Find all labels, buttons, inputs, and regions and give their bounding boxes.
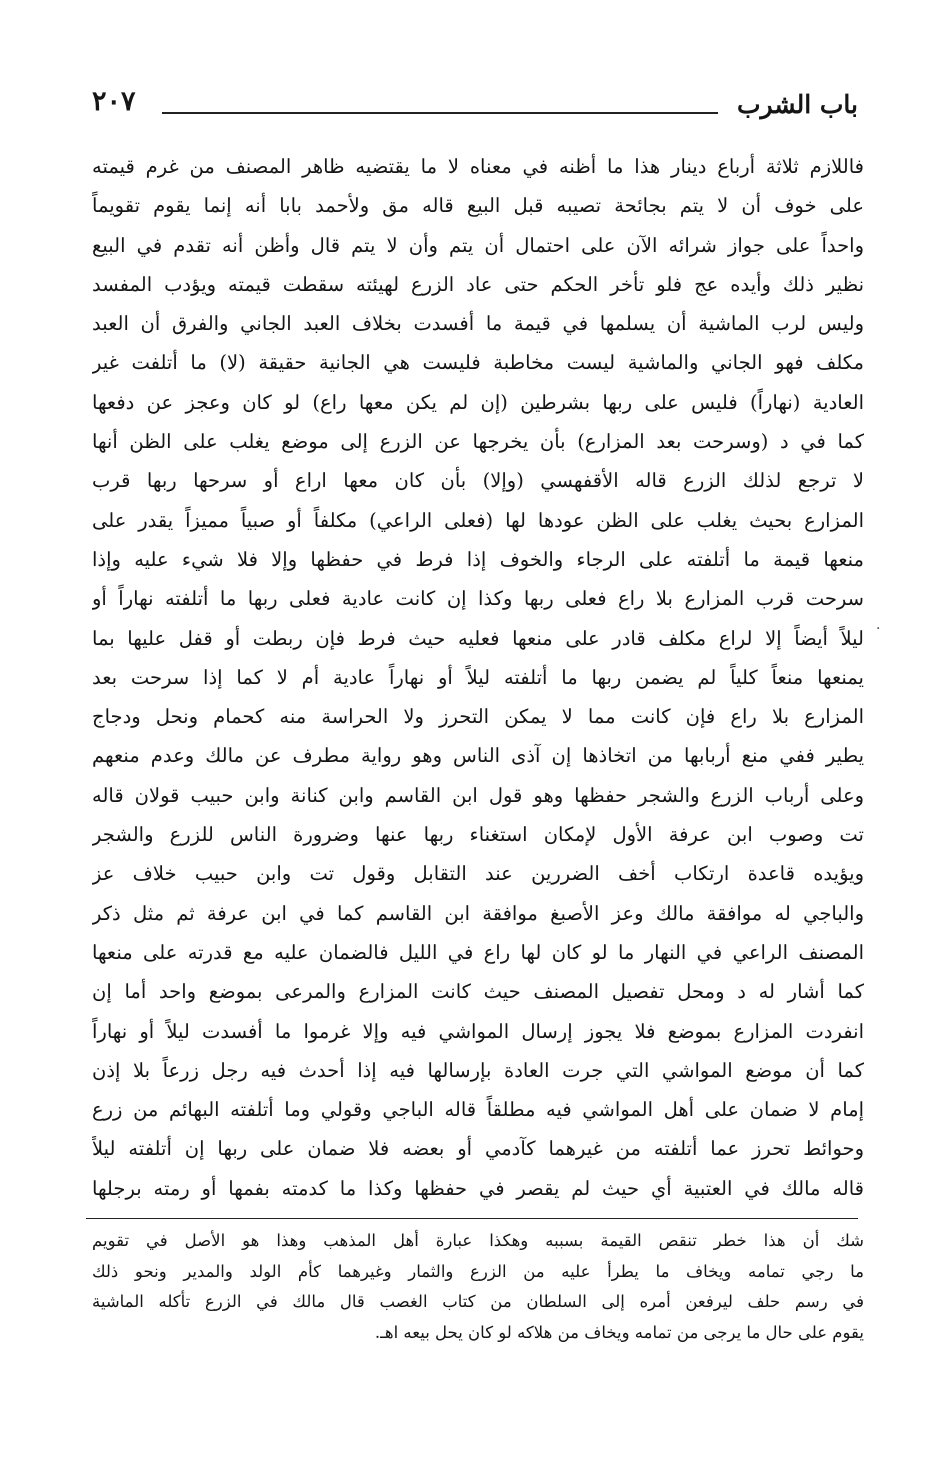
text-line: المزارع بلا راع فإن كانت مما لا يمكن التحرز ولا الحراسة منه كحمام ونحل ودجاج bbox=[92, 705, 864, 729]
text-line: منعها قيمة ما أتلفته على الرجاء والخوف إذا فرط في حفظها وإلا فلا شيء عليه وإذا bbox=[92, 547, 864, 571]
footnote-line: يقوم على حال ما يرجى من تمامه ويخاف من هلاكه لو كان يحل بيعه اهـ. bbox=[374, 1322, 864, 1342]
text-line: العادية (نهاراً) فليس على ربها بشرطين (إن لم يكن معها راع) لو كان وعجز عن دفعها bbox=[92, 390, 864, 414]
footnotes bbox=[92, 1226, 864, 1348]
text-line: والباجي له موافقة مالك وعز الأصبغ موافقة ابن القاسم كما في ابن عرفة ثم مثل ذكر bbox=[92, 901, 864, 925]
text-line: سرحت قرب المزارع بلا راع فعلى ربها وكذا إن كانت عادية فعلى ربها ما أتلفته نهاراً أو bbox=[92, 587, 864, 611]
text-line: مكلف فهو الجاني والماشية ليست مخاطبة فليست هي الجانية حقيقة (لا) ما أتلفت غير bbox=[92, 351, 864, 375]
text-line: وحوائط تحرز عما أتلفته من غيرهما كآدمي أو بعضه فلا ضمان على ربها إن أتلفته ليلاً bbox=[92, 1137, 864, 1161]
text-line: كما أشار له د ومحل تفصيل المصنف حيث كانت المزارع والمرعى بموضع واحد أما إن bbox=[92, 980, 864, 1004]
text-line: المصنف الراعي في النهار ما لو كان لها راع في الليل فالضمان عليه مع قدرته على منعها bbox=[92, 940, 864, 964]
text-line: فاللازم ثلاثة أرباع دينار هذا ما أظنه في معناه لا ما يقتضيه ظاهر المصنف من غرم قيمته bbox=[92, 155, 864, 178]
text-line: كما أن موضع المواشي التي جرت العادة بإرسالها فيه إذا أحدث فيه رجل زرعاً بلا إذن bbox=[92, 1058, 864, 1082]
main-text bbox=[92, 147, 864, 1208]
text-line: تت وصوب ابن عرفة الأول لإمكان استغناء ربها عنها وضرورة الناس للزرع والشجر bbox=[92, 823, 864, 847]
text-line: انفردت المزارع بموضع فلا يجوز إرسال المواشي فيه وإلا غرموا ما أفسدت ليلاً أو نهاراً bbox=[92, 1019, 864, 1043]
text-line: ليلاً أيضاً إلا لراع مكلف قادر على منعها فعليه حيث فرط فإن ربطت أو قفل عليها بما bbox=[92, 626, 864, 650]
page-number: ٢٠٧ bbox=[92, 86, 136, 117]
footnote-line: في رسم حلف ليرفعن أمره إلى السلطان من كتاب الغصب قال مالك في الزرع تأكله الماشية bbox=[92, 1292, 864, 1311]
text-line: كما في د (وسرحت بعد المزارع) بأن يخرجها عن الزرع إلى موضع يغلب على الظن أنها bbox=[92, 430, 864, 454]
header-rule bbox=[162, 112, 718, 114]
text-line: ويؤيده قاعدة ارتكاب أخف الضررين عند التقابل وقول تت وابن حبيب خلاف عز bbox=[92, 862, 864, 886]
text-line: يمنعها منعاً كلياً لم يضمن ربها ما أتلفته ليلاً أو نهاراً عادية أم لا كما إذا سرحت بعد bbox=[92, 665, 864, 689]
text-line: وعلى أرباب الزرع والشجر حفظها وهو قول ابن القاسم وابن كنانة وابن حبيب قولان قاله bbox=[92, 783, 864, 807]
text-line: يطير ففي منع أربابها من اتخاذها إن آذى الناس وهو رواية مطرف عن مالك وعدم منعهم bbox=[92, 744, 864, 768]
footnote-line: ما رجي تمامه ويخاف ما يطرأ عليه من الزرع والثمار وغيرهما كأم الولد والمدير ونحو ذلك bbox=[92, 1261, 864, 1281]
text-line: نظير ذلك وأيده عج فلو تأخر الحكم حتى عاد الزرع لهيئته سقطت قيمته ويؤدب المفسد bbox=[92, 272, 864, 296]
text-line: لا ترجع لذلك الزرع قاله الأقفهسي (وإلا) بأن كان معها اراع أو سرحها ربها قرب bbox=[92, 469, 864, 493]
text-line: المزارع بحيث يغلب على الظن عودها لها (فعلى الراعي) مكلفاً أو صبياً مميزاً يقدر على bbox=[92, 508, 864, 532]
footnote-line: شك أن هذا خطر تنقص القيمة بسببه وهكذا عبارة أهل المذهب وهذا هو الأصل في تقويم bbox=[92, 1231, 864, 1250]
running-title: باب الشرب bbox=[736, 90, 858, 119]
margin-mark: · bbox=[876, 621, 881, 637]
text-line: وليس لرب الماشية أن يسلمها في قيمة ما أفسدت بخلاف العبد الجاني والفرق أن العبد bbox=[92, 312, 864, 336]
text-line: إمام لا ضمان على أهل المواشي فيه مطلقاً قاله الباجي وقولي وما أتلفته البهائم من زرع bbox=[92, 1098, 864, 1122]
page-header bbox=[92, 82, 858, 126]
text-line: على خوف أن لا يتم بجائحة تصيبه قبل البيع قاله مق ولأحمد بابا أنه إنما يقوم تقويماً bbox=[92, 194, 864, 218]
footnote-separator bbox=[86, 1218, 858, 1219]
text-line: قاله مالك في العتبية أي حيث لم يقصر في حفظها وكذا ما كدمته بفمها أو رمته برجلها bbox=[92, 1176, 864, 1200]
text-line: واحداً على جواز شرائه الآن على احتمال أن يتم وأن لا يتم قال وأظن أنه تقدم في البيع bbox=[92, 233, 864, 257]
